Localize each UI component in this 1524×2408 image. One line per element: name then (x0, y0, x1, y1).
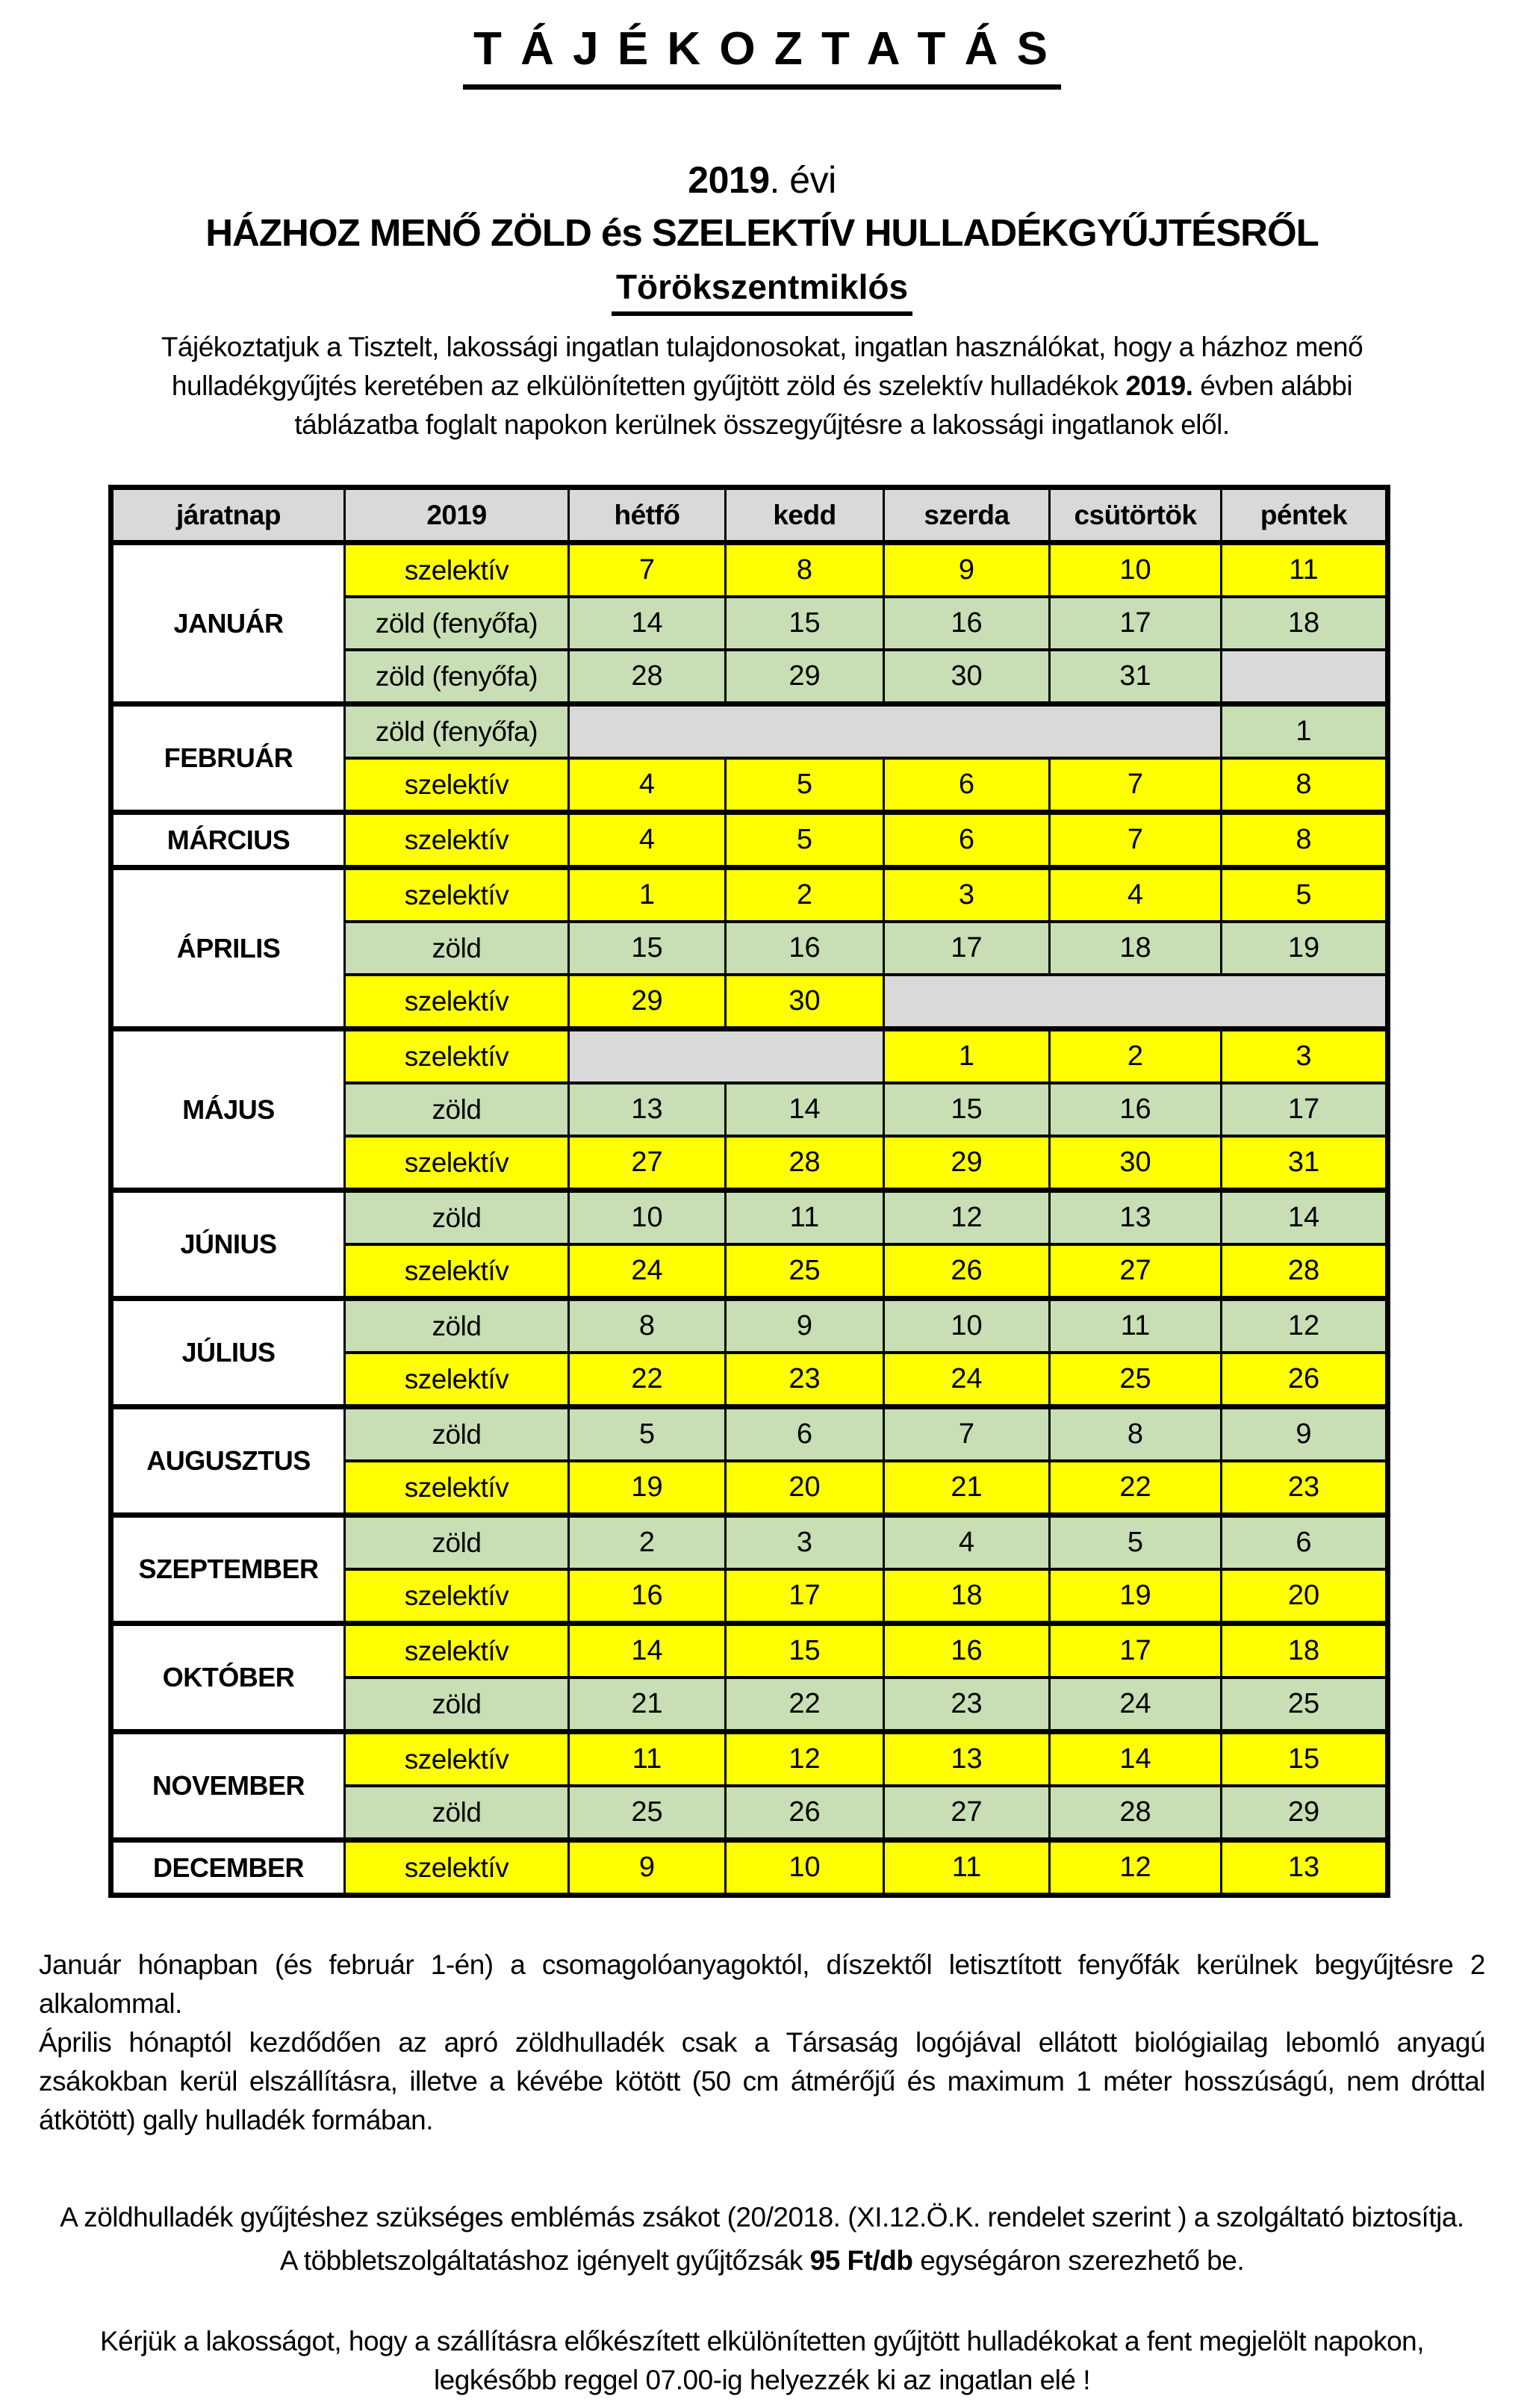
date-cell: 14 (726, 1083, 884, 1136)
intro-line-2a: hulladékgyűjtés keretében az elkülönítetten gyűjtött zöld és szelektív hulladékok (171, 370, 1126, 401)
schedule-row (111, 1407, 1388, 1462)
date-cell: 31 (1050, 650, 1222, 704)
date-cell: 7 (884, 1407, 1050, 1462)
note-price-before: A többletszolgáltatáshoz igényelt gyűjtőzsák (279, 2245, 810, 2276)
waste-type-cell: szelektív (345, 813, 569, 868)
city-row (39, 267, 1485, 316)
waste-type-cell: zöld (fenyőfa) (345, 597, 569, 650)
date-cell: 24 (884, 1353, 1050, 1407)
date-cell: 15 (569, 922, 726, 975)
date-cell: 29 (726, 650, 884, 704)
date-cell: 25 (569, 1786, 726, 1840)
date-cell: 3 (884, 868, 1050, 922)
schedule-row (111, 813, 1388, 868)
date-cell: 6 (726, 1407, 884, 1462)
date-cell: 22 (726, 1678, 884, 1732)
waste-type-cell: zöld (345, 1083, 569, 1136)
date-cell: 27 (1050, 1244, 1222, 1299)
date-cell: 17 (1222, 1083, 1388, 1136)
waste-type-cell: szelektív (345, 1136, 569, 1191)
month-cell: NOVEMBER (111, 1732, 345, 1840)
date-cell: 5 (726, 813, 884, 868)
date-cell: 25 (1222, 1678, 1388, 1732)
intro-paragraph (39, 328, 1485, 444)
date-cell: 23 (884, 1678, 1050, 1732)
date-cell: 30 (1050, 1136, 1222, 1191)
date-cell: 26 (726, 1786, 884, 1840)
waste-type-cell: szelektív (345, 1244, 569, 1299)
month-cell: MÁJUS (111, 1029, 345, 1191)
note-request: Kérjük a lakosságot, hogy a szállításra előkészített elkülönítetten gyűjtött hulladékokat a fent megjelölt napokon, (99, 2326, 1425, 2356)
date-cell: 25 (726, 1244, 884, 1299)
waste-type-cell: szelektív (345, 758, 569, 813)
date-cell: 8 (1222, 758, 1388, 813)
waste-type-cell: zöld (345, 1299, 569, 1353)
date-cell: 5 (1222, 868, 1388, 922)
date-cell: 8 (1222, 813, 1388, 868)
date-cell: 15 (726, 597, 884, 650)
city-name: Törökszentmiklós (612, 267, 912, 316)
date-cell: 4 (569, 758, 726, 813)
month-cell: ÁPRILIS (111, 868, 345, 1029)
month-cell: OKTÓBER (111, 1624, 345, 1732)
date-cell: 11 (1050, 1299, 1222, 1353)
date-cell: 10 (1050, 543, 1222, 598)
date-cell: 1 (1222, 704, 1388, 759)
date-cell: 13 (1222, 1840, 1388, 1896)
date-cell: 29 (884, 1136, 1050, 1191)
column-header-3: kedd (726, 488, 884, 543)
date-cell: 30 (726, 975, 884, 1029)
subtitle-year (39, 158, 1485, 202)
intro-line-1: Tájékoztatjuk a Tisztelt, lakossági ingatlan tulajdonosokat, ingatlan használókat, hogy a házhoz menő (161, 332, 1363, 362)
date-cell: 9 (569, 1840, 726, 1896)
waste-type-cell: szelektív (345, 868, 569, 922)
date-cell: 1 (884, 1029, 1050, 1084)
date-cell: 11 (884, 1840, 1050, 1896)
date-cell: 16 (569, 1569, 726, 1624)
schedule-row (111, 1029, 1388, 1084)
waste-type-cell: zöld (345, 1191, 569, 1245)
date-cell: 5 (569, 1407, 726, 1462)
date-cell: 16 (884, 597, 1050, 650)
waste-type-cell: zöld (345, 1786, 569, 1840)
date-cell: 16 (1050, 1083, 1222, 1136)
date-cell: 30 (884, 650, 1050, 704)
column-header-1: 2019 (345, 488, 569, 543)
intro-line-3: táblázatba foglalt napokon kerülnek összegyűjtésre a lakossági ingatlanok elől. (294, 409, 1230, 440)
date-cell: 17 (1050, 597, 1222, 650)
empty-cell (569, 1029, 884, 1084)
date-cell: 29 (1222, 1786, 1388, 1840)
date-cell: 1 (569, 868, 726, 922)
date-cell: 9 (1222, 1407, 1388, 1462)
collection-schedule-table (108, 485, 1390, 1898)
date-cell: 11 (569, 1732, 726, 1787)
schedule-row (111, 1624, 1388, 1678)
date-cell: 2 (569, 1515, 726, 1570)
column-header-6: péntek (1222, 488, 1388, 543)
date-cell: 21 (569, 1678, 726, 1732)
date-cell: 22 (1050, 1461, 1222, 1515)
title-row (39, 22, 1485, 90)
date-cell: 20 (1222, 1569, 1388, 1624)
waste-type-cell: szelektív (345, 1461, 569, 1515)
month-cell: AUGUSZTUS (111, 1407, 345, 1515)
date-cell: 13 (1050, 1191, 1222, 1245)
date-cell: 26 (1222, 1353, 1388, 1407)
date-cell: 14 (569, 1624, 726, 1678)
date-cell: 8 (1050, 1407, 1222, 1462)
note-price-bold: 95 Ft/db (809, 2245, 913, 2276)
schedule-row (111, 543, 1388, 598)
waste-type-cell: szelektív (345, 1732, 569, 1787)
date-cell: 28 (1050, 1786, 1222, 1840)
column-header-5: csütörtök (1050, 488, 1222, 543)
date-cell: 14 (1050, 1732, 1222, 1787)
note-price (39, 2241, 1485, 2280)
month-cell: SZEPTEMBER (111, 1515, 345, 1624)
date-cell: 20 (726, 1461, 884, 1515)
schedule-row (111, 868, 1388, 922)
waste-type-cell: zöld (fenyőfa) (345, 704, 569, 759)
date-cell: 9 (726, 1299, 884, 1353)
date-cell: 7 (1050, 813, 1222, 868)
date-cell: 27 (569, 1136, 726, 1191)
date-cell: 28 (569, 650, 726, 704)
date-cell: 10 (726, 1840, 884, 1896)
note-price-after: egységáron szerezhető be. (912, 2245, 1245, 2276)
date-cell: 18 (1222, 1624, 1388, 1678)
date-cell: 7 (1050, 758, 1222, 813)
column-header-0: járatnap (111, 488, 345, 543)
date-cell: 9 (884, 543, 1050, 598)
note-bags: A zöldhulladék gyűjtéshez szükséges emblémás zsákot (20/2018. (XI.12.Ö.K. rendelet szerint ) a szolgáltató biztosítja. (60, 2202, 1464, 2232)
column-header-4: szerda (884, 488, 1050, 543)
intro-line-2-bold: 2019. (1125, 370, 1193, 401)
empty-cell (1222, 650, 1388, 704)
date-cell: 3 (1222, 1029, 1388, 1084)
document-page (0, 22, 1524, 2400)
date-cell: 14 (569, 597, 726, 650)
waste-type-cell: szelektív (345, 1624, 569, 1678)
waste-type-cell: zöld (fenyőfa) (345, 650, 569, 704)
date-cell: 6 (884, 758, 1050, 813)
date-cell: 25 (1050, 1353, 1222, 1407)
date-cell: 18 (884, 1569, 1050, 1624)
date-cell: 27 (884, 1786, 1050, 1840)
main-heading: HÁZHOZ MENŐ ZÖLD és SZELEKTÍV HULLADÉKGYŰJTÉSRŐL (205, 211, 1319, 254)
date-cell: 15 (1222, 1732, 1388, 1787)
date-cell: 17 (884, 922, 1050, 975)
month-cell: FEBRUÁR (111, 704, 345, 813)
date-cell: 26 (884, 1244, 1050, 1299)
empty-cell (884, 975, 1388, 1029)
date-cell: 4 (884, 1515, 1050, 1570)
date-cell: 6 (884, 813, 1050, 868)
note-deadline: legkésőbb reggel 07.00-ig helyezzék ki az ingatlan elé ! (433, 2365, 1091, 2395)
date-cell: 8 (569, 1299, 726, 1353)
date-cell: 5 (1050, 1515, 1222, 1570)
empty-cell (569, 704, 1222, 759)
month-cell: DECEMBER (111, 1840, 345, 1896)
waste-type-cell: szelektív (345, 1353, 569, 1407)
date-cell: 2 (726, 868, 884, 922)
month-cell: JÚLIUS (111, 1299, 345, 1407)
date-cell: 4 (569, 813, 726, 868)
date-cell: 18 (1050, 922, 1222, 975)
year-bold: 2019 (688, 159, 770, 201)
date-cell: 12 (1222, 1299, 1388, 1353)
date-cell: 24 (569, 1244, 726, 1299)
date-cell: 4 (1050, 868, 1222, 922)
date-cell: 12 (884, 1191, 1050, 1245)
waste-type-cell: szelektív (345, 543, 569, 598)
table-header-row (111, 488, 1388, 543)
note-april: Április hónaptól kezdődően az apró zöldhulladék csak a Társaság logójával ellátott biológiailag lebomló anyagú zsákokban kerül elszállításra, illetve a kévébe kötött (50 cm átmérőjű és maximum 1 méter hosszúságú, nem dróttal átkötött) gally hulladék formában. (39, 2027, 1485, 2135)
date-cell: 10 (884, 1299, 1050, 1353)
schedule-row (111, 704, 1388, 759)
schedule-row (111, 1732, 1388, 1787)
schedule-row (111, 1191, 1388, 1245)
schedule-row (111, 1299, 1388, 1353)
date-cell: 17 (1050, 1624, 1222, 1678)
date-cell: 14 (1222, 1191, 1388, 1245)
month-cell: JANUÁR (111, 543, 345, 704)
date-cell: 21 (884, 1461, 1050, 1515)
schedule-row (111, 1515, 1388, 1570)
date-cell: 2 (1050, 1029, 1222, 1084)
date-cell: 5 (726, 758, 884, 813)
date-cell: 19 (1050, 1569, 1222, 1624)
date-cell: 19 (569, 1461, 726, 1515)
date-cell: 8 (726, 543, 884, 598)
waste-type-cell: zöld (345, 1407, 569, 1462)
date-cell: 19 (1222, 922, 1388, 975)
waste-type-cell: zöld (345, 1515, 569, 1570)
date-cell: 7 (569, 543, 726, 598)
date-cell: 10 (569, 1191, 726, 1245)
date-cell: 13 (569, 1083, 726, 1136)
date-cell: 15 (726, 1624, 884, 1678)
page-title: T Á J É K O Z T A T Á S (463, 22, 1061, 90)
date-cell: 24 (1050, 1678, 1222, 1732)
date-cell: 11 (1222, 543, 1388, 598)
date-cell: 16 (726, 922, 884, 975)
month-cell: MÁRCIUS (111, 813, 345, 868)
date-cell: 23 (726, 1353, 884, 1407)
date-cell: 18 (1222, 597, 1388, 650)
schedule-row (111, 1840, 1388, 1896)
date-cell: 3 (726, 1515, 884, 1570)
waste-type-cell: szelektív (345, 1569, 569, 1624)
date-cell: 15 (884, 1083, 1050, 1136)
date-cell: 29 (569, 975, 726, 1029)
waste-type-cell: szelektív (345, 1029, 569, 1084)
date-cell: 11 (726, 1191, 884, 1245)
date-cell: 17 (726, 1569, 884, 1624)
date-cell: 23 (1222, 1461, 1388, 1515)
date-cell: 12 (1050, 1840, 1222, 1896)
date-cell: 6 (1222, 1515, 1388, 1570)
note-january: Január hónapban (és február 1-én) a csomagolóanyagoktól, díszektől letisztított fenyőfák kerülnek begyűjtésre 2 alkalommal. (39, 1949, 1485, 2019)
month-cell: JÚNIUS (111, 1191, 345, 1299)
waste-type-cell: zöld (345, 922, 569, 975)
date-cell: 13 (884, 1732, 1050, 1787)
date-cell: 16 (884, 1624, 1050, 1678)
column-header-2: hétfő (569, 488, 726, 543)
waste-type-cell: szelektív (345, 1840, 569, 1896)
intro-line-2b: évben alábbi (1192, 370, 1353, 401)
date-cell: 28 (1222, 1244, 1388, 1299)
date-cell: 12 (726, 1732, 884, 1787)
date-cell: 28 (726, 1136, 884, 1191)
year-rest: . évi (769, 159, 836, 201)
date-cell: 31 (1222, 1136, 1388, 1191)
date-cell: 22 (569, 1353, 726, 1407)
waste-type-cell: szelektív (345, 975, 569, 1029)
waste-type-cell: zöld (345, 1678, 569, 1732)
